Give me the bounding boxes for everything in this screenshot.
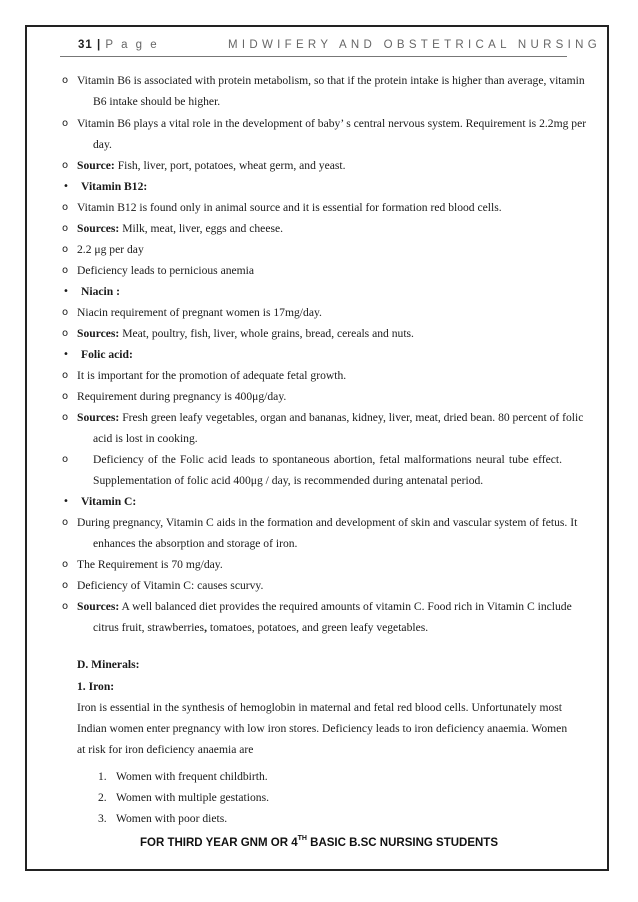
circle-bullet-icon: o: [62, 202, 69, 213]
circle-bullet-icon: o: [62, 160, 69, 171]
disc-bullet-icon: •: [63, 349, 69, 360]
disc-bullet-icon: •: [63, 181, 69, 192]
page-header: [60, 38, 601, 57]
list-number: 2.: [98, 791, 107, 804]
circle-bullet-icon: o: [62, 307, 69, 318]
disc-bullet-icon: •: [63, 496, 69, 507]
circle-bullet-icon: o: [62, 454, 69, 465]
circle-bullet-icon: o: [62, 412, 69, 423]
circle-bullet-icon: o: [62, 118, 69, 129]
list-item-text: Women with frequent childbirth.: [116, 770, 268, 783]
circle-bullet-icon: o: [62, 559, 69, 570]
circle-bullet-icon: o: [62, 223, 69, 234]
list-number: 3.: [98, 812, 107, 825]
header-title: MIDWIFERY AND OBSTETRICAL NURSING: [228, 39, 601, 51]
circle-bullet-icon: o: [62, 580, 69, 591]
list-item-text: Women with poor diets.: [116, 812, 228, 825]
circle-bullet-icon: o: [62, 370, 69, 381]
circle-bullet-icon: o: [62, 244, 69, 255]
list-item-text: Women with multiple gestations.: [116, 791, 269, 804]
page-number: 31 | P a g e: [78, 39, 160, 51]
disc-bullet-icon: •: [63, 286, 69, 297]
circle-bullet-icon: o: [62, 601, 69, 612]
circle-bullet-icon: o: [62, 517, 69, 528]
circle-bullet-icon: o: [62, 328, 69, 339]
page-footer: FOR THIRD YEAR GNM OR 4TH BASIC B.SC NURSING STUDENTS: [140, 835, 498, 849]
circle-bullet-icon: o: [62, 75, 69, 86]
list-number: 1.: [98, 770, 107, 783]
circle-bullet-icon: o: [62, 265, 69, 276]
circle-bullet-icon: o: [62, 391, 69, 402]
